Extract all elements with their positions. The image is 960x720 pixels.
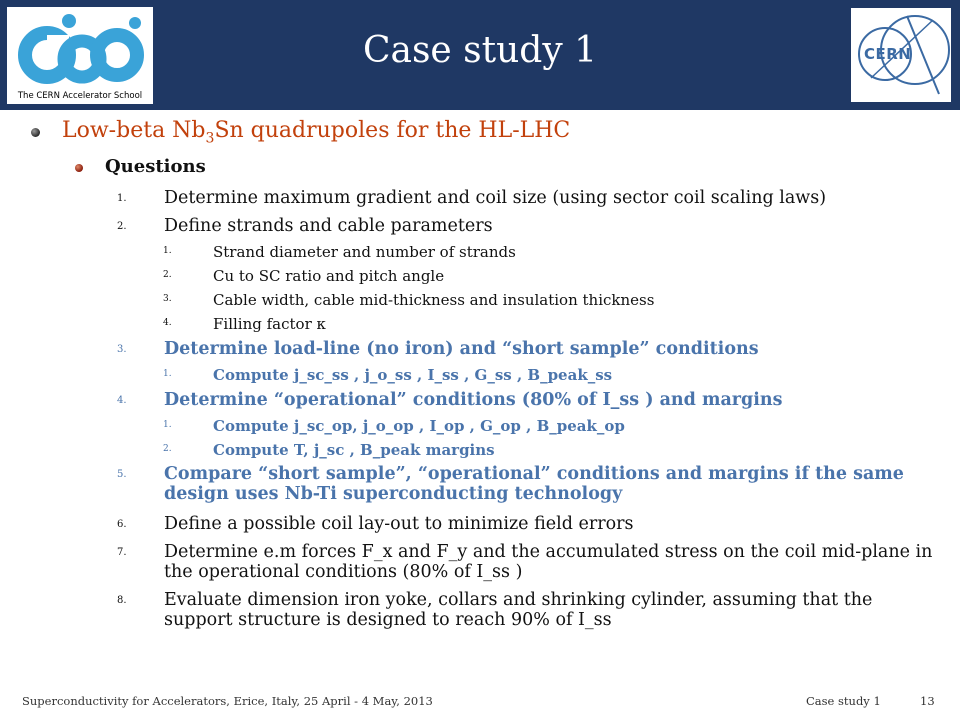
item-number: 5. <box>117 469 127 480</box>
cern-logo <box>851 8 951 102</box>
item-text: Cable width, cable mid-thickness and insulation thickness <box>213 291 655 309</box>
cern-logo-text: CERN <box>864 45 912 63</box>
bullet-icon <box>31 128 40 137</box>
footer-event: Superconductivity for Accelerators, Erice, Italy, 25 April - 4 May, 2013 <box>22 694 433 708</box>
item-number: 7. <box>117 547 127 558</box>
item-number: 6. <box>117 519 127 530</box>
item-text: Filling factor κ <box>213 315 326 333</box>
heading-text-b: Sn quadrupoles for the HL-LHC <box>214 118 571 143</box>
item-number: 1. <box>163 369 172 379</box>
footer-page-number: 13 <box>920 694 935 708</box>
heading-text-a: Low-beta Nb <box>62 118 206 143</box>
item-number: 8. <box>117 595 127 606</box>
slide-title: Case study 1 <box>362 30 598 71</box>
item-text: Compute j_sc_op, j_o_op , I_op , G_op , B_peak_op <box>213 417 625 435</box>
item-number: 2. <box>163 270 172 280</box>
questions-label: Questions <box>105 156 206 177</box>
item-number: 2. <box>163 444 172 454</box>
item-text: Define a possible coil lay-out to minimize field errors <box>164 514 634 534</box>
item-number: 3. <box>117 344 127 355</box>
heading-subscript: 3 <box>205 130 215 147</box>
item-number: 4. <box>163 318 172 328</box>
item-text: Determine e.m forces F_x and F_y and the accumulated stress on the coil mid-plane in the operational conditions (80% of I_ss ) <box>164 542 933 582</box>
header-bar <box>0 0 960 110</box>
item-number: 1. <box>163 246 172 256</box>
item-number: 3. <box>163 294 172 304</box>
item-text: Define strands and cable parameters <box>164 216 493 236</box>
item-text: Compute j_sc_ss , j_o_ss , I_ss , G_ss , B_peak_ss <box>213 366 613 384</box>
footer-section: Case study 1 <box>806 694 881 708</box>
item-text: Determine maximum gradient and coil size (using sector coil scaling laws) <box>164 188 827 208</box>
item-number: 4. <box>117 395 127 406</box>
item-text: Evaluate dimension iron yoke, collars and shrinking cylinder, assuming that the support structure is designed to reach 90% of I_ss <box>164 590 873 630</box>
section-heading <box>62 118 570 146</box>
item-number: 2. <box>117 221 127 232</box>
item-text: Determine load-line (no iron) and “short sample” conditions <box>164 339 759 359</box>
cas-logo-caption: The CERN Accelerator School <box>17 91 143 101</box>
item-text: Strand diameter and number of strands <box>213 243 516 261</box>
item-text: Cu to SC ratio and pitch angle <box>213 267 445 285</box>
item-text: Compute T, j_sc , B_peak margins <box>213 441 495 459</box>
item-number: 1. <box>117 193 127 204</box>
item-text: Determine “operational” conditions (80% of I_ss ) and margins <box>164 390 783 410</box>
bullet-red-icon <box>75 164 83 172</box>
item-number: 1. <box>163 420 172 430</box>
item-text: Compare “short sample”, “operational” conditions and margins if the same design uses Nb-Ti superconducting technology <box>164 464 904 504</box>
